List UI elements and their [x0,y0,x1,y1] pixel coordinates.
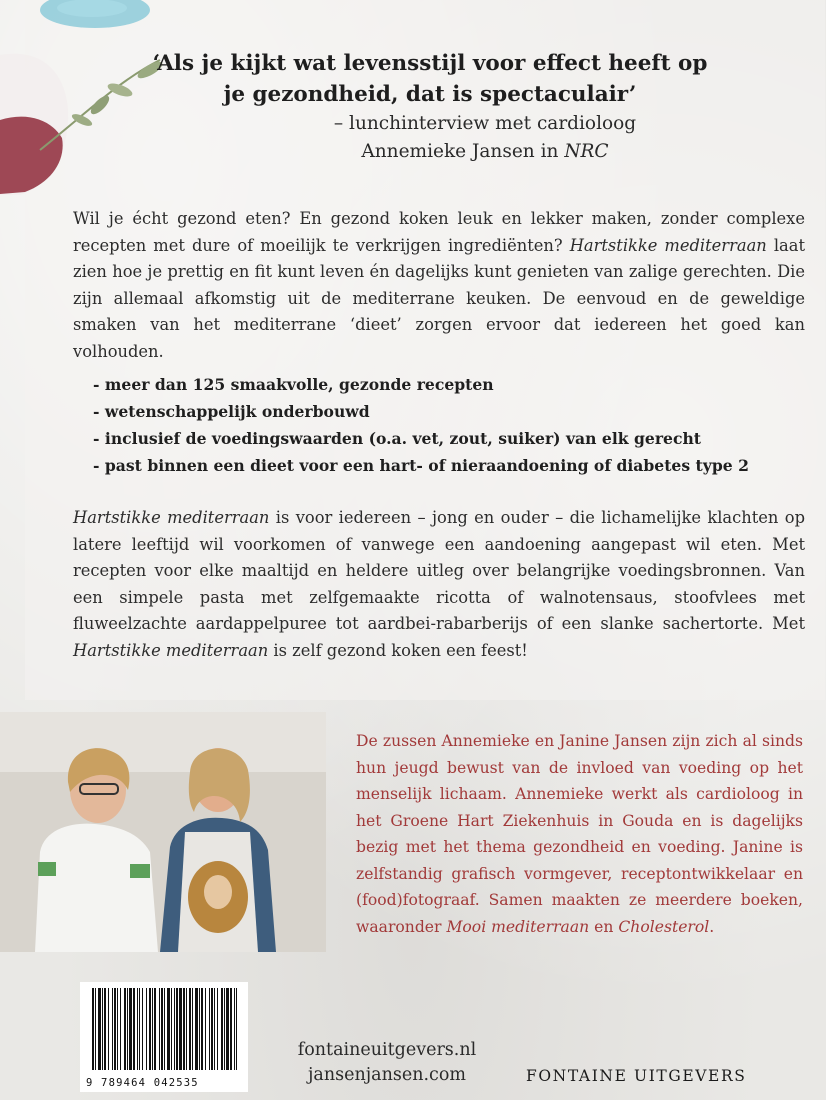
intro-paragraph [73,206,805,365]
barcode-bar [199,988,200,1070]
barcode-bar [179,988,182,1070]
description-paragraph [73,505,805,664]
barcode-bar [221,988,223,1070]
barcode-bar [183,988,185,1070]
barcode-bar [154,988,156,1070]
bio-connector: en [589,917,619,936]
barcode-bar [127,988,128,1070]
barcode-bar [224,988,225,1070]
barcode-bar [211,988,213,1070]
barcode-bar [142,988,143,1070]
website-link-authors[interactable]: jansenjansen.com [308,1065,466,1085]
barcode-bar [189,988,191,1070]
barcode-bar [209,988,210,1070]
description-book-title-1: Hartstikke mediterraan [73,508,270,527]
barcode-bar [112,988,113,1070]
barcode-bar [167,988,170,1070]
quote-attribution-2 [150,138,710,166]
feature-item: - past binnen een dieet voor een hart- of nieraandoening of diabetes type 2 [93,456,749,475]
feature-item: - wetenschappelijk onderbouwd [93,402,370,421]
barcode-bar [186,988,187,1070]
barcode-bar [108,988,109,1070]
bio-book-1: Mooi mediterraan [446,917,590,936]
barcode-bar [201,988,203,1070]
barcode-bar [195,988,198,1070]
barcode-bar [226,988,229,1070]
bio-end: . [709,917,715,936]
barcode-bar [137,988,138,1070]
barcode-bar [146,988,147,1070]
barcode-bar [230,988,232,1070]
barcode-bar [214,988,215,1070]
barcode-bar [92,988,94,1070]
bio-part-1: De zussen Annemieke en Janine Jansen zijn zich al sinds hun jeugd bewust van de invloed van voeding op het menselijk lichaam. Annemieke werkt als cardioloog in het Groene Hart Ziekenhuis in Gouda en is dagelijks bezig met het thema gezondheid en voeding. Janine is zelfstandig grafisch vormgever, receptontwikkelaar en (food)fotograaf. Samen maakten ze meerdere boeken, waaronder [356,732,803,936]
barcode-bar [234,988,235,1070]
barcode-bar [159,988,160,1070]
barcode-bar [171,988,172,1070]
intro-book-title: Hartstikke mediterraan [569,235,767,255]
description-part-2: is zelf gezond koken een feest! [268,640,528,660]
author-bio [356,728,803,940]
quote-line-2: je gezondheid, dat is spectaculair’ [223,82,637,107]
website-link-publisher[interactable]: fontaineuitgevers.nl [297,1040,477,1060]
author-photo [0,712,326,952]
barcode-bar [176,988,178,1070]
intro-part-2: laat zien hoe je prettig en fit kunt leven én dagelijks kunt genieten van zalige gerechten. Die zijn allemaal afkomstig uit de mediterrane keuken. De eenvoud en de geweldige smaken van het mediterrane ‘dieet’ zorgen ervoor dat iedereen het goed kan volhouden. [73,235,805,361]
barcode-bar [149,988,151,1070]
barcode-bar [129,988,132,1070]
isbn-barcode [80,982,248,1092]
barcode-bar [95,988,96,1070]
author-photo-illustration [0,712,326,952]
barcode-bar [104,988,106,1070]
website-links [282,1038,492,1088]
feature-list [93,371,813,479]
barcode-bars [80,982,248,1074]
feature-item: - inclusief de voedingswaarden (o.a. vet, zout, suiker) van elk gerecht [93,429,701,448]
description-book-title-2: Hartstikke mediterraan [73,640,269,660]
barcode-bar [124,988,126,1070]
barcode-bar [192,988,193,1070]
barcode-bar [205,988,206,1070]
pull-quote [150,48,710,166]
barcode-bar [174,988,175,1070]
barcode-bar [98,988,101,1070]
attribution-source: NRC [564,141,609,162]
barcode-bar [102,988,103,1070]
description-part-1: is voor iedereen – jong en ouder – die lichamelijke klachten op latere leeftijd wil voorkomen of vanwege een aandoening aangepast wil eten. Met recepten voor elke maaltijd en heldere uitleg over belangrijke voedingsbronnen. Van een simpele pasta met zelfgemaakte ricotta of walnotensaus, stoofvlees met fluweelzachte aardappelpuree tot aardbei-rabarberijs of een slanke sachertorte. Met [73,508,805,633]
publisher-logo: FONTAINE UITGEVERS [526,1067,747,1085]
barcode-bar [120,988,121,1070]
barcode-bar [164,988,165,1070]
attribution-prefix: Annemieke Jansen in [361,141,565,162]
barcode-bar [152,988,153,1070]
barcode-bar [161,988,163,1070]
barcode-bar [139,988,140,1070]
barcode-bar [133,988,135,1070]
barcode-bar [114,988,116,1070]
quote-attribution-1: – lunchinterview met cardioloog [333,113,637,134]
quote-line-1: ‘Als je kijkt wat levensstijl voor effect heeft op [152,51,708,76]
isbn-number: 9 789464 042535 [86,1077,199,1089]
glass-herb-decoration [0,0,170,200]
barcode-bar [117,988,118,1070]
intro-part-1: Wil je écht gezond eten? En gezond koken leuk en lekker maken, zonder complexe recepten met dure of moeilijk te verkrijgen ingrediënten? [73,209,805,255]
bio-book-2: Cholesterol [618,917,710,936]
barcode-bar [236,988,237,1070]
barcode-bar [217,988,218,1070]
feature-item: - meer dan 125 smaakvolle, gezonde recepten [93,375,494,394]
